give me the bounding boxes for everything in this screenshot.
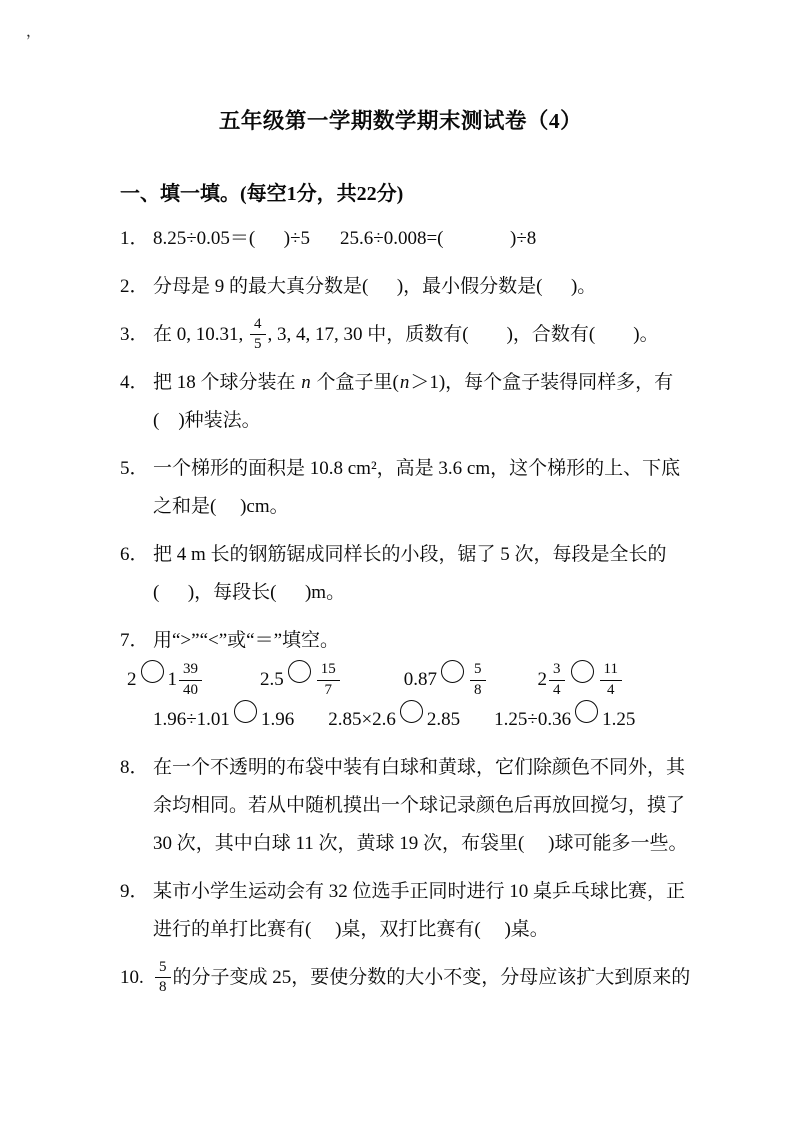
question-body (153, 450, 681, 526)
fraction-denominator: 7 (317, 680, 340, 699)
text-segment: 把 4 m 长的钢筋锯成同样长的小段，锯了 5 次，每段是全长的 (153, 544, 667, 566)
text-segment: 进行的单打比赛有( )桌，双打比赛有( )桌。 (153, 918, 549, 940)
text-segment: 把 18 个球分装在 (153, 372, 301, 394)
comparison-circle (288, 660, 311, 683)
italic-variable: n (301, 372, 311, 394)
text-segment: 8.25÷0.05＝( )÷5 (153, 228, 311, 249)
fraction-numerator: 5 (159, 958, 167, 975)
corner-artifact-mark: ， (26, 24, 42, 40)
fraction (600, 661, 622, 699)
fraction-denominator: 8 (470, 680, 486, 699)
question-line (153, 958, 691, 997)
question-line (153, 402, 681, 440)
text-segment: 2 (537, 669, 547, 691)
text-segment: ＞1)，每个盒子装得同样多，有 (410, 372, 674, 394)
text-segment: 1 (167, 669, 177, 691)
fraction-denominator: 40 (179, 680, 202, 699)
text-segment: 个盒子里( (311, 372, 399, 394)
question-line (153, 873, 686, 911)
question-line (153, 749, 686, 787)
spacer (204, 684, 260, 685)
spacer (460, 724, 494, 725)
fraction-denominator: 5 (250, 334, 266, 353)
comparison-circle (400, 700, 423, 723)
fraction (155, 959, 171, 997)
question (120, 622, 681, 738)
question-line (153, 911, 681, 949)
text-segment: 2.5 (260, 669, 284, 691)
question (120, 536, 681, 612)
text-segment: 2.85×2.6 (328, 708, 396, 730)
fraction-numerator: 39 (183, 661, 198, 678)
question-line (153, 268, 681, 306)
fraction-denominator: 4 (600, 680, 622, 699)
question-body (153, 536, 681, 612)
question-number: 7． (120, 630, 149, 652)
question (120, 958, 691, 997)
question-number: 10. (120, 966, 144, 988)
question-body (153, 364, 681, 440)
fraction (250, 316, 266, 354)
text-segment: ( )，每段长( )m。 (153, 582, 346, 604)
question-line (153, 316, 681, 354)
question-number: 9． (120, 880, 149, 902)
fraction (179, 661, 202, 699)
question-line (153, 488, 681, 526)
text-segment: 用“>”“<”或“＝”填空。 (153, 630, 340, 652)
spacer (342, 684, 404, 685)
comparison-circle (441, 660, 464, 683)
fraction-numerator: 11 (603, 661, 618, 678)
question-line (153, 825, 688, 863)
text-segment: 1.25 (602, 708, 636, 730)
fraction-numerator: 3 (553, 661, 561, 678)
question-number: 3． (120, 324, 149, 345)
question-line (153, 787, 686, 825)
question-body (153, 268, 681, 306)
question-number: 4． (120, 372, 149, 394)
question-body (153, 220, 681, 258)
text-segment: 在一个不透明的布袋中装有白球和黄球，它们除颜色不同外，其 (153, 756, 686, 778)
text-segment: 一个梯形的面积是 10.8 cm²，高是 3.6 cm，这个梯形的上、下底 (153, 458, 681, 480)
text-segment: 某市小学生运动会有 32 位选手正同时进行 10 桌乒乓球比赛，正 (153, 880, 686, 902)
question (120, 364, 681, 440)
text-segment: , 3, 4, 17, 30 中，质数有( )，合数有( )。 (267, 324, 659, 345)
question-body (153, 316, 681, 354)
text-segment: 1.96÷1.01 (153, 708, 230, 730)
comparison-circle (575, 700, 598, 723)
question-line (153, 574, 681, 612)
fraction (470, 661, 486, 699)
fraction (549, 661, 565, 699)
questions (120, 220, 691, 997)
question-line (153, 700, 681, 739)
text-segment: ( )种装法。 (153, 410, 261, 432)
question (120, 220, 681, 258)
text-segment: 2.85 (426, 708, 461, 730)
text-segment: 2 (127, 669, 137, 691)
text-segment: 余均相同。若从中随机摸出一个球记录颜色后再放回搅匀，摸了 (153, 794, 686, 816)
text-segment: 在 0, 10.31, (153, 324, 249, 345)
fraction (317, 661, 340, 699)
question (120, 316, 681, 354)
text-segment: 的分子变成 25，要使分数的大小不变，分母应该扩大到原来的 (172, 966, 691, 988)
question-number: 2． (120, 276, 149, 297)
question-line (153, 450, 681, 488)
fraction-numerator: 5 (474, 661, 482, 678)
question-number: 5． (120, 458, 149, 480)
question-body (153, 873, 686, 949)
text-segment: 0.87 (403, 669, 437, 691)
italic-variable: n (399, 372, 410, 394)
question (120, 749, 688, 863)
question-line (153, 622, 681, 660)
question-number: 8． (120, 756, 149, 778)
comparison-circle (234, 700, 257, 723)
question-body (153, 749, 688, 863)
question-body (153, 958, 691, 997)
question-line (127, 660, 681, 699)
section-heading: 一、填一填。(每空1分，共22分) (120, 183, 404, 205)
text-segment: 分母是 9 的最大真分数是( )，最小假分数是( )。 (153, 276, 597, 297)
question (120, 268, 681, 306)
paper-title: 五年级第一学期数学期末测试卷（4） (218, 109, 583, 133)
question-number: 6． (120, 544, 149, 566)
comparison-circle (571, 660, 594, 683)
fraction-denominator: 8 (155, 977, 171, 996)
question-number: 1． (120, 228, 149, 249)
question-line (153, 536, 681, 574)
fraction-numerator: 15 (320, 661, 336, 678)
text-segment: 30 次，其中白球 11 次，黄球 19 次，布袋里( )球可能多一些。 (153, 832, 688, 854)
text-segment: 25.6÷0.008=( )÷8 (340, 228, 537, 249)
spacer (488, 684, 538, 685)
text-segment: 1.96 (260, 708, 295, 730)
question-line (153, 220, 681, 258)
fraction-denominator: 4 (549, 680, 565, 699)
spacer (294, 724, 328, 725)
text-segment: 1.25÷0.36 (494, 708, 572, 730)
question-line (153, 364, 681, 402)
comparison-circle (141, 660, 164, 683)
spacer (310, 243, 340, 244)
question-body (127, 622, 681, 738)
question (120, 873, 686, 949)
text-segment: 之和是( )cm。 (153, 496, 289, 518)
question (120, 450, 681, 526)
fraction-numerator: 4 (254, 315, 262, 332)
